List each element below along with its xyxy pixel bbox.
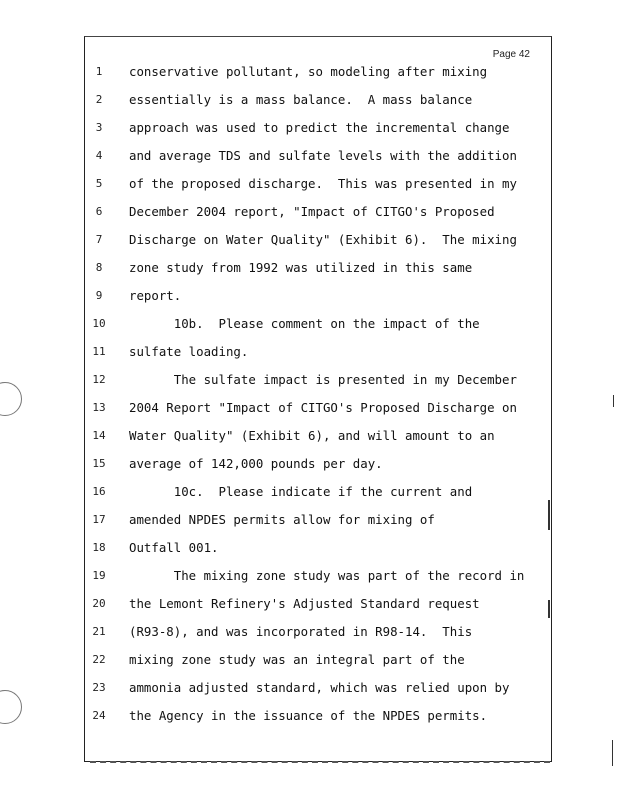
page-bottom-rule <box>90 761 550 763</box>
line-text: ammonia adjusted standard, which was relied upon by <box>129 680 510 695</box>
transcript-line <box>0 86 620 114</box>
transcript-line <box>0 618 620 646</box>
line-number: 14 <box>92 429 106 442</box>
line-number: 4 <box>95 149 103 162</box>
line-text: (R93-8), and was incorporated in R98-14. This <box>129 624 473 639</box>
line-text: December 2004 report, "Impact of CITGO's Proposed <box>129 204 495 219</box>
transcript-line <box>0 534 620 562</box>
transcript-line <box>0 254 620 282</box>
line-number: 23 <box>92 681 106 694</box>
line-number: 8 <box>95 261 103 274</box>
line-text: approach was used to predict the incremental change <box>129 120 510 135</box>
transcript-line <box>0 478 620 506</box>
transcript-line <box>0 422 620 450</box>
transcript-line <box>0 646 620 674</box>
line-number: 18 <box>92 541 106 554</box>
transcript-line <box>0 170 620 198</box>
transcript-line <box>0 674 620 702</box>
transcript-line <box>0 58 620 86</box>
line-number: 1 <box>95 65 103 78</box>
line-text: 10c. Please indicate if the current and <box>129 484 473 499</box>
line-number: 5 <box>95 177 103 190</box>
line-number: 24 <box>92 709 106 722</box>
line-text: report. <box>129 288 182 303</box>
line-text: 2004 Report "Impact of CITGO's Proposed Discharge on <box>129 400 517 415</box>
line-text: The mixing zone study was part of the record in <box>129 568 525 583</box>
line-number: 21 <box>92 625 106 638</box>
line-number: 16 <box>92 485 106 498</box>
transcript-line <box>0 114 620 142</box>
line-number: 10 <box>92 317 106 330</box>
line-text: essentially is a mass balance. A mass balance <box>129 92 473 107</box>
line-text: 10b. Please comment on the impact of the <box>129 316 480 331</box>
transcript-line <box>0 562 620 590</box>
line-number: 6 <box>95 205 103 218</box>
transcript-line <box>0 450 620 478</box>
transcript-line <box>0 702 620 730</box>
line-number: 19 <box>92 569 106 582</box>
line-text: zone study from 1992 was utilized in this same <box>129 260 473 275</box>
line-number: 13 <box>92 401 106 414</box>
transcript-line <box>0 366 620 394</box>
line-number: 3 <box>95 121 103 134</box>
line-text: conservative pollutant, so modeling after mixing <box>129 64 488 79</box>
line-text: Outfall 001. <box>129 540 219 555</box>
transcript-line <box>0 310 620 338</box>
line-text: Discharge on Water Quality" (Exhibit 6). The mixing <box>129 232 517 247</box>
transcript-line <box>0 590 620 618</box>
line-number: 15 <box>92 457 106 470</box>
transcript-line <box>0 394 620 422</box>
line-number: 11 <box>92 345 106 358</box>
scan-margin-mark <box>612 740 613 766</box>
transcript-line <box>0 282 620 310</box>
line-number: 12 <box>92 373 106 386</box>
line-number: 9 <box>95 289 103 302</box>
transcript-line <box>0 506 620 534</box>
line-number: 20 <box>92 597 106 610</box>
line-text: mixing zone study was an integral part of the <box>129 652 465 667</box>
line-text: Water Quality" (Exhibit 6), and will amount to an <box>129 428 495 443</box>
line-text: and average TDS and sulfate levels with the addition <box>129 148 517 163</box>
line-text: amended NPDES permits allow for mixing of <box>129 512 435 527</box>
line-text: of the proposed discharge. This was presented in my <box>129 176 517 191</box>
line-number: 22 <box>92 653 106 666</box>
line-number: 17 <box>92 513 106 526</box>
line-text: the Agency in the issuance of the NPDES permits. <box>129 708 488 723</box>
line-text: sulfate loading. <box>129 344 249 359</box>
line-number: 7 <box>95 233 103 246</box>
page-number: Page 42 <box>492 49 530 60</box>
line-text: the Lemont Refinery's Adjusted Standard request <box>129 596 480 611</box>
transcript-line <box>0 142 620 170</box>
line-text: The sulfate impact is presented in my December <box>129 372 517 387</box>
line-text: average of 142,000 pounds per day. <box>129 456 383 471</box>
transcript-line <box>0 198 620 226</box>
transcript-line <box>0 226 620 254</box>
line-number: 2 <box>95 93 103 106</box>
transcript-line <box>0 338 620 366</box>
